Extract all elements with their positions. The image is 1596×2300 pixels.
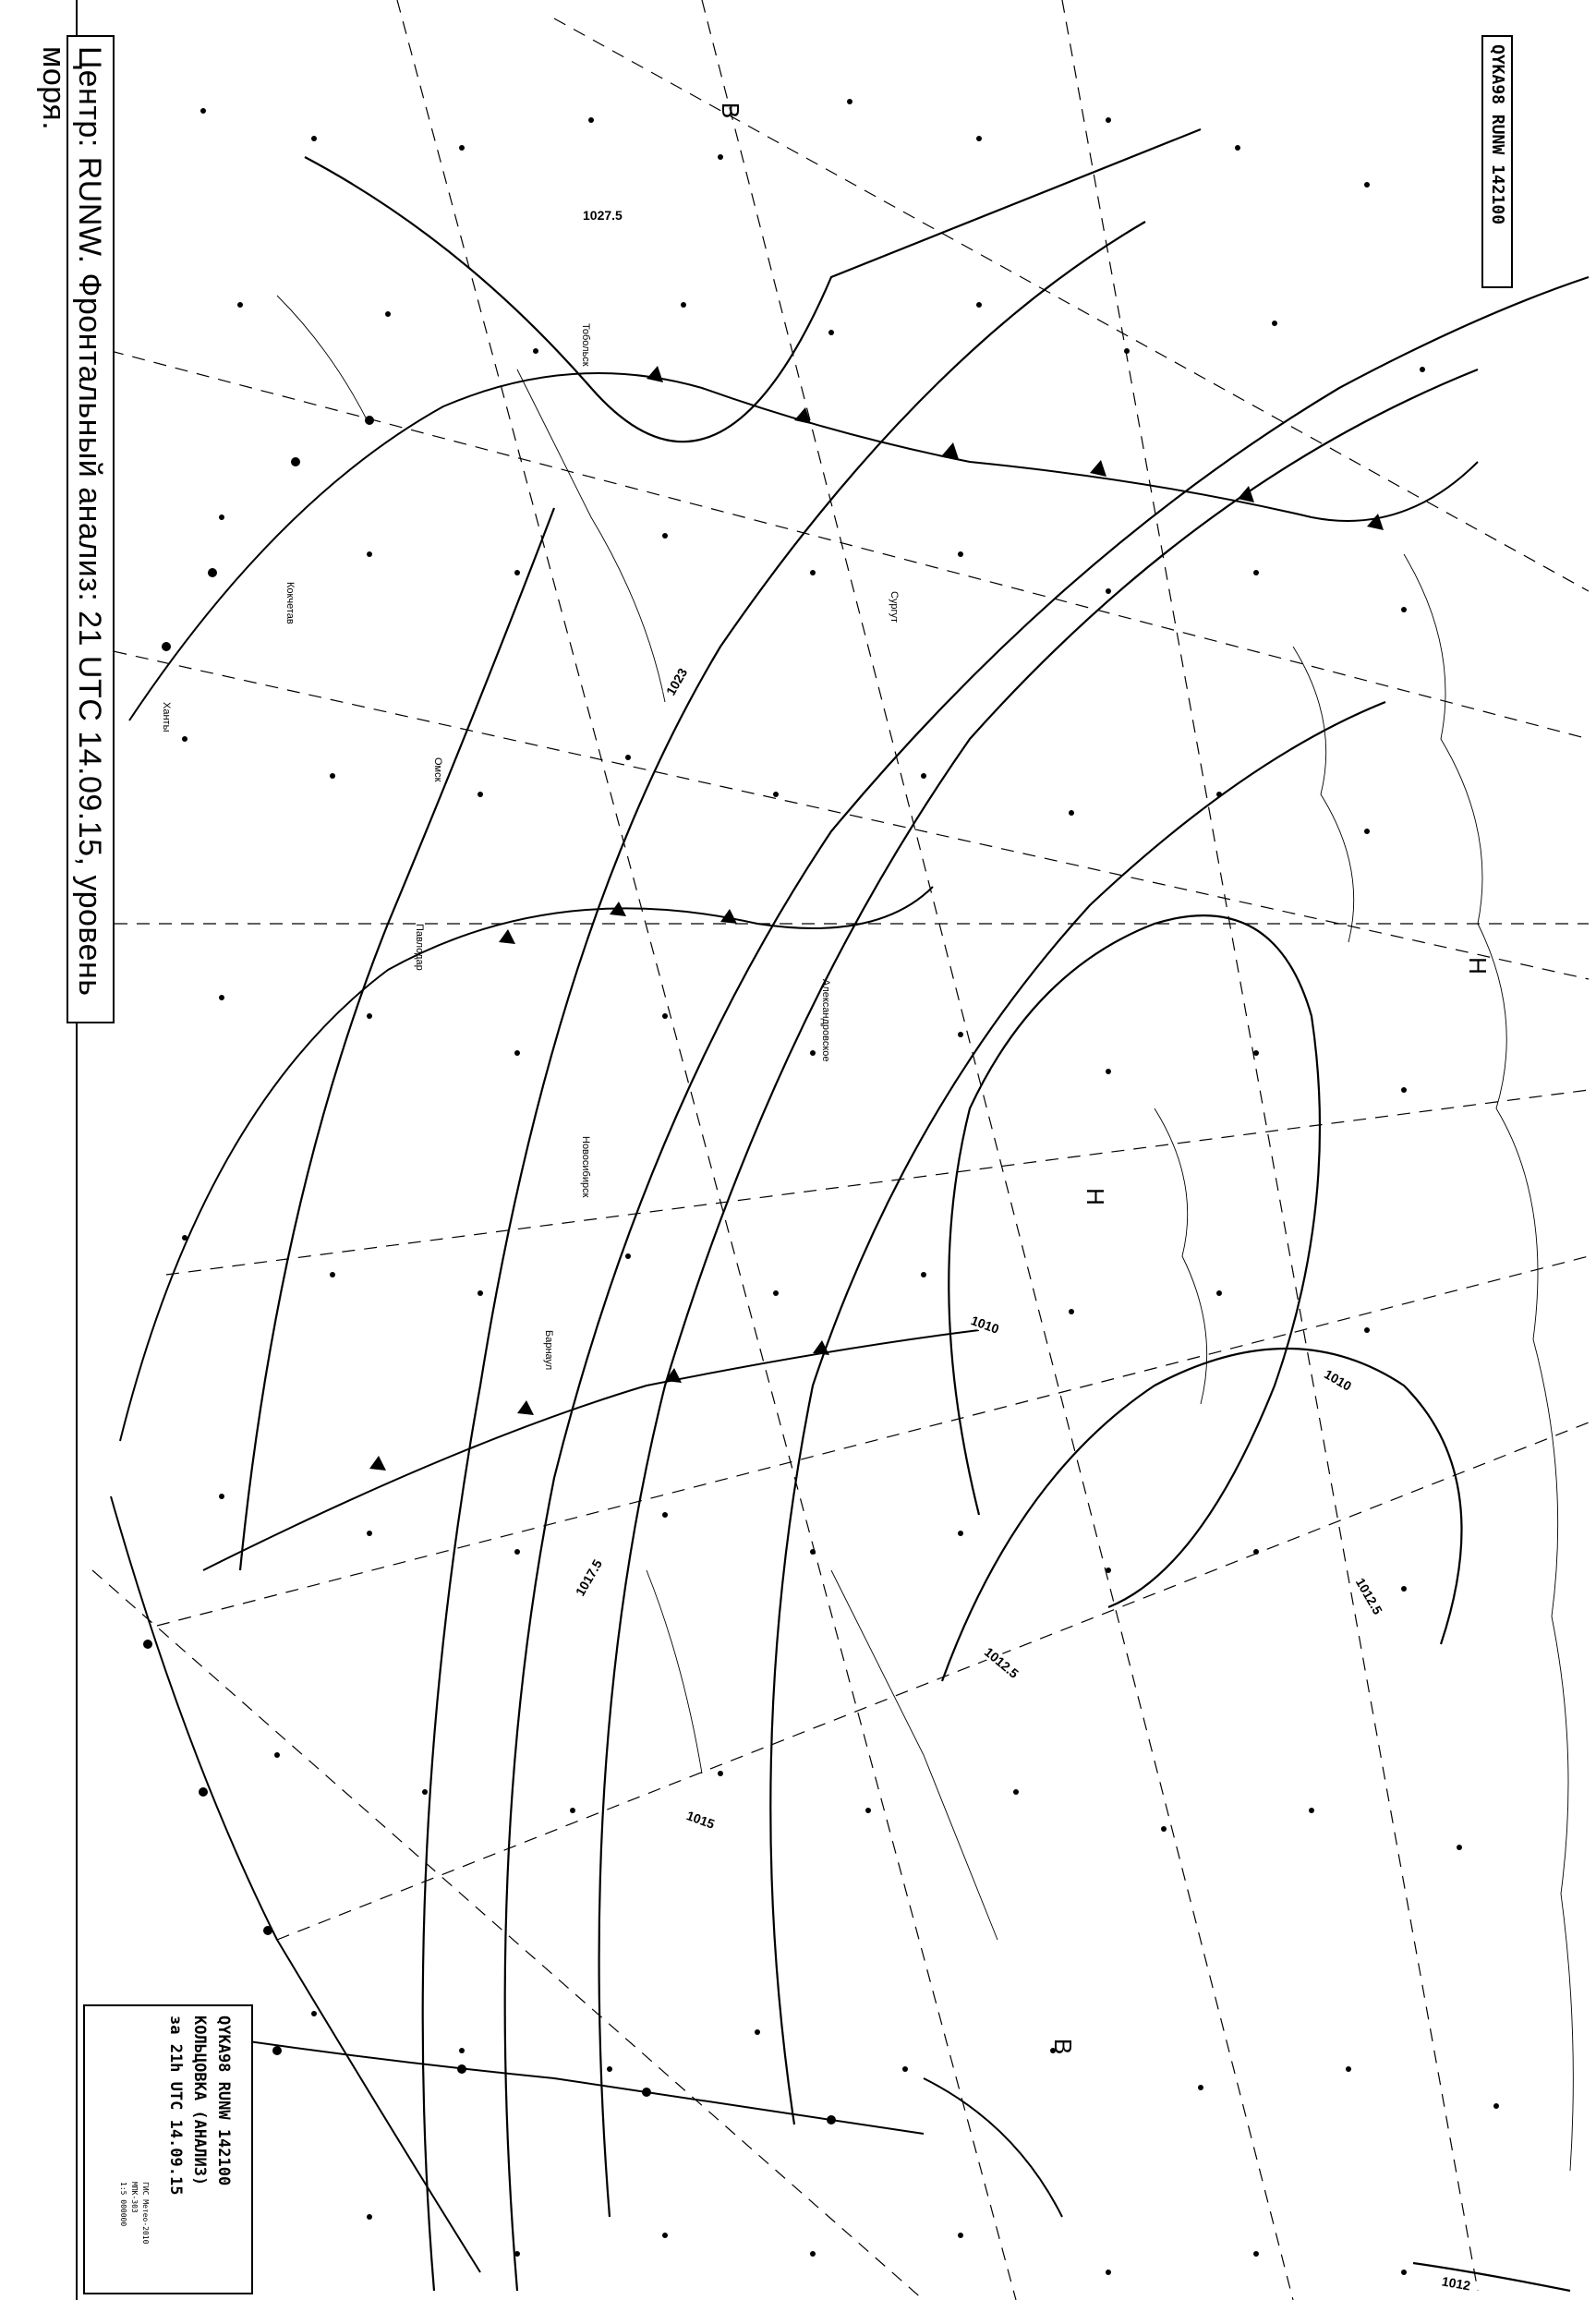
isobar-label: 1015 [684, 1808, 717, 1832]
station-markers [182, 99, 1499, 2275]
station-name: Ханты [161, 702, 172, 732]
map-title-banner [36, 35, 115, 1023]
isobar-label: 1012 [1440, 2273, 1472, 2294]
station-name: Александровское [820, 979, 831, 1062]
high-pressure-center: В [717, 102, 745, 119]
legend-station: КОЛЬЦОВКА (АНАЛИЗ) [190, 2016, 209, 2186]
map-legend [83, 2004, 253, 2294]
map-title: Центр: RUNW. Фронтальный анализ: 21 UTC 14.09.15, уровень моря. [36, 46, 107, 997]
isobar-label: 1027.5 [583, 208, 623, 223]
legend-time: за 21h UTC 14.09.15 [166, 2016, 185, 2196]
isobars [240, 129, 1589, 2291]
isobar-label: 1012.5 [981, 1644, 1022, 1681]
isobar-label: 1010 [969, 1313, 1001, 1337]
station-name: Павлодар [414, 924, 425, 971]
station-name: Сургут [889, 591, 900, 623]
station-name: Новосибирск [580, 1136, 591, 1198]
station-name: Омск [432, 757, 443, 782]
bulletin-code: QYKA98 RUNW 142100 [1488, 44, 1507, 225]
isobar-label: 1023 [662, 665, 691, 698]
legend-code: QYKA98 RUNW 142100 [214, 2016, 233, 2186]
low-pressure-center: Н [1463, 957, 1492, 974]
low-pressure-center: Н [1081, 1188, 1109, 1205]
geography [277, 296, 1573, 2171]
station-name: Барнаул [543, 1330, 554, 1371]
station-name: Тобольск [580, 323, 591, 367]
isobar-label: 1017.5 [572, 1556, 606, 1599]
isobar-label: 1012.5 [1352, 1575, 1386, 1617]
legend-system: МПК-303 [130, 2182, 139, 2213]
bulletin-code-box [1481, 35, 1513, 288]
fronts [111, 373, 1478, 2272]
legend-software: ГИС Метео-2010 [141, 2182, 150, 2245]
station-name: Кокчетав [284, 582, 296, 624]
isobar-label: 1010 [1322, 1366, 1355, 1394]
high-pressure-center: В [1049, 2038, 1078, 2055]
graticule [92, 0, 1589, 2300]
legend-scale: 1:5 000000 [119, 2182, 127, 2227]
front-symbols [143, 366, 1384, 2124]
